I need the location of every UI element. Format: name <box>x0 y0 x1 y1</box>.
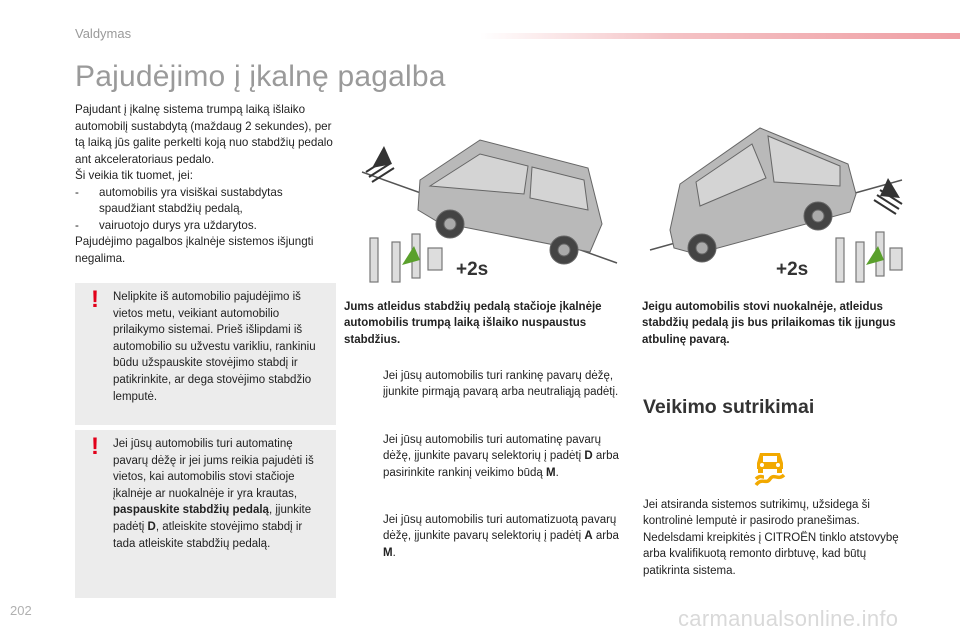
warning-icon: ! <box>91 433 99 460</box>
uphill-caption: Jums atleidus stabdžių pedalą stačioje įkalnėje automobilis trumpą laiką išlaiko nuspaustus stabdžius. <box>344 301 602 346</box>
bullet-text <box>362 432 624 481</box>
bullet-text-part: Jei jūsų automobilis turi automatizuotą pavarų dėžę, įjunkite pavarų selektorių į padėtį <box>383 514 617 543</box>
page-title: Pajudėjimo į įkalnę pagalba <box>75 60 446 93</box>
warning-text-part: , įjunkite padėtį <box>113 504 312 533</box>
header-bar <box>480 33 960 39</box>
faults-title: Veikimo sutrikimai <box>643 396 815 418</box>
bullet-automatic-gearbox <box>362 432 624 481</box>
warning-text: Nelipkite iš automobilio pajudėjimo iš vietos metu, veikiant automobilio prilaikymo sistemai. Prieš išlipdami iš automobilio su užvestu varikliu, rankiniu būdu užspauskite stovėjimo stabdį ir patikrinkite, ar dega stovėjimo stabdžio lemputė. <box>113 291 316 403</box>
pedals-icon <box>370 234 442 282</box>
bullet-automated-gearbox <box>362 512 624 561</box>
condition-item <box>75 185 337 218</box>
warning-text <box>113 438 314 550</box>
bullet-manual-gearbox <box>362 368 624 401</box>
pedals-icon <box>836 232 902 282</box>
gear-position-m: M <box>383 546 393 559</box>
condition-text: vairuotojo durys yra uždarytos. <box>99 218 257 232</box>
van-icon <box>670 128 856 262</box>
stability-warning-icon <box>752 449 788 489</box>
condition-item <box>75 218 337 235</box>
gear-position-m: M <box>546 466 556 479</box>
bullet-text-part: arba pasirinkite rankinį veikimo būdą <box>383 450 619 479</box>
downhill-van-illustration <box>640 120 910 290</box>
watermark: carmanualsonline.info <box>678 606 899 631</box>
condition-dash: - <box>75 185 79 199</box>
bullet-text-end: . <box>555 466 559 479</box>
warning-box-2 <box>75 430 336 598</box>
condition-dash: - <box>75 218 79 232</box>
downhill-caption: Jeigu automobilis stovi nuokalnėje, atleidus stabdžių pedalą jis bus prilaikomas tik įjungus atbulinę pavarą. <box>642 301 896 346</box>
bullet-text: Jei jūsų automobilis turi rankinę pavarų dėžę, įjunkite pirmąją pavarą arba neutraliąją padėtį. <box>383 370 619 399</box>
warning-box-1 <box>75 283 336 425</box>
page-number: 202 <box>10 603 32 618</box>
warning-icon: ! <box>91 286 99 313</box>
van-icon <box>418 140 602 264</box>
timer-badge: +2s <box>776 259 809 280</box>
bullet-text-part: arba <box>595 530 619 543</box>
warning-text-bold: paspauskite stabdžių pedalą <box>113 504 269 517</box>
motion-arrow-icon <box>874 178 902 214</box>
gear-position-d: D <box>147 520 156 533</box>
bullet-text-part: Jei jūsų automobilis turi automatinę pavarų dėžę, įjunkite pavarų selektorių į padėtį <box>383 434 601 463</box>
bullet-text-end: . <box>392 546 396 559</box>
intro-text <box>75 102 337 267</box>
intro-note: Pajudėjimo pagalbos įkalnėje sistemos išjungti negalima. <box>75 235 314 265</box>
uphill-van-illustration <box>352 120 622 290</box>
bullet-text <box>362 512 624 561</box>
gear-position-a: A <box>584 530 593 543</box>
warning-text-part: Jei jūsų automobilis turi automatinę pavarų dėžę ir jei jums reikia pajudėti iš vietos, kai automobilis stovi stačioje įkalnėje ar nuokalnėje ir yra krautas, <box>113 438 314 500</box>
section-label: Valdymas <box>75 26 132 41</box>
condition-text: automobilis yra visiškai sustabdytas spaudžiant stabdžių pedalą, <box>99 185 283 215</box>
intro-condition-lead: Ši veikia tik tuomet, jei: <box>75 169 193 182</box>
motion-arrow-icon <box>366 146 394 182</box>
warning-text-part: , atleiskite stovėjimo stabdį ir tada atleiskite stabdžių pedalą. <box>113 520 303 550</box>
intro-paragraph: Pajudant į įkalnę sistema trumpą laiką išlaiko automobilį sustabdytą (maždaug 2 sekundes), per tą laiką jūs galite perkelti koją nuo stabdžių pedalo ant akceleratoriaus pedalo. <box>75 103 333 166</box>
gear-position-d: D <box>584 450 593 463</box>
faults-text: Jei atsiranda sistemos sutrikimų, užsidega ši kontrolinė lemputė ir pasirodo pranešimas. Nedelsdami kreipkitės į CITROËN tinklo atstovybę arba kvalifikuotą remonto dirbtuvę, kad būtų patikrinta sistema. <box>643 499 899 577</box>
timer-badge: +2s <box>456 259 489 280</box>
